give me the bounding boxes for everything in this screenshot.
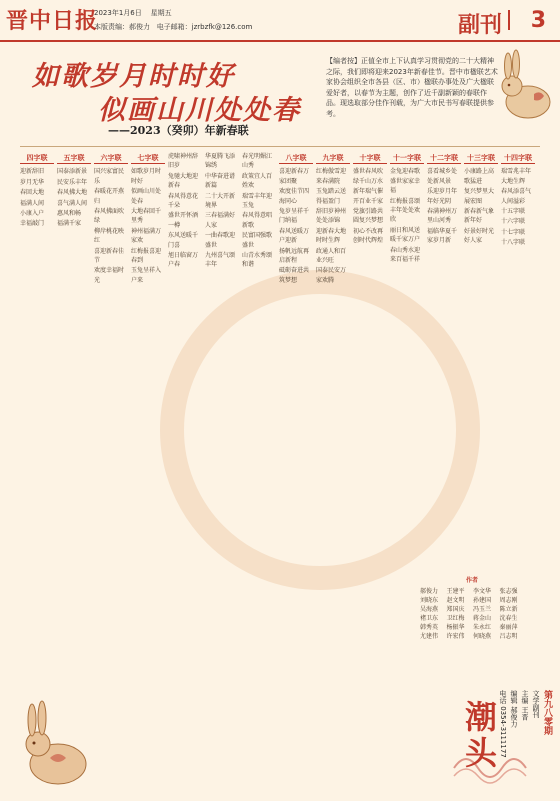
couplet-line: 盛世开怀酒一樽 [168,212,199,229]
author-name: 周志刚 [499,597,518,604]
couplet-line: 华夏腾飞添锦绣 [205,153,236,170]
author-name: 何晓燕 [473,633,492,640]
credit-line: 主编 王晋 [521,690,529,721]
couplet-category-heading: 十一字联 [390,154,424,164]
author-name: 褚卫东 [420,615,439,622]
couplet-line: 瑞雪丰年迎玉兔 [242,192,273,210]
couplet-line: 十六字联 [501,218,526,226]
author-name: 赵文明 [446,597,465,604]
couplet-category-heading: 五字联 [57,154,91,164]
headline-line2: 似画山川处处春 [98,95,301,126]
couplet-line: 大地春回千里秀 [131,208,162,225]
editor-text: 本版责编：郝俊力 [94,23,150,31]
issue-number: 第九八零期 [542,690,552,735]
couplet-line: 瑞雪兆丰年大地生辉 [501,168,532,185]
header-divider [20,146,540,147]
author-name: 王建平 [446,588,465,595]
couplet-line: 十八字联 [501,239,526,247]
couplet-column [390,152,424,784]
couplet-line: 国泰添新景 [57,168,88,176]
email-text: 电子邮箱：jzrbzfk@126.com [156,23,253,31]
section-title: 副刊 [457,12,502,38]
couplet-line: 福满千家 [57,220,82,228]
headline-line1: 如歌岁月时时好 [32,61,235,92]
couplet-column [242,152,276,784]
couplet-column [57,152,91,784]
couplet-category-heading: 八字联 [279,154,313,164]
author-list-heading: 作者 [465,577,478,584]
issue-date [94,8,172,18]
couplet-line: 春风拂大地 [57,189,88,197]
couplet-column [316,152,350,784]
couplet-line: 春风添喜气人间溢彩 [501,188,532,205]
couplet-line: 复兴梦里大展宏图 [464,188,495,205]
couplet-line: 东风送暖千门喜 [168,232,199,249]
date-text: 2023年1月6日 [94,9,142,17]
couplet-line: 辞旧岁神州处处添锦 [316,208,347,225]
editor-note: 【编者按】正值全市上下认真学习贯彻党的二十大精神之际，我们即将迎来2023年新春佳节。晋中市楹联艺术家协会组织全市各县（区、市）楹联办事处及广大楹联爱好者，以春节为主题，创作了近千副新颖的春联作品。现选取部分佳作刊载，为广大市民书写春联提供参考。 [326,57,498,118]
couplet-line: 春风送暖万户迎新 [279,227,310,245]
couplet-line: 兔岁呈祥千门纳福 [279,208,310,225]
rabbit-illustration [494,46,556,130]
couplet-line: 红梅傲雪迎来春满院 [316,168,347,185]
couplet-category-heading: 十四字联 [501,154,535,164]
couplet-line: 二十大开新境界 [205,192,236,210]
author-list [420,576,524,672]
couplet-line: 红梅报喜迎春到 [131,247,162,265]
couplet-line: 喜迎新春万家团聚 [279,168,310,185]
couplet-line: 乐迎岁月年年好光阴 [427,188,458,205]
supplement-credits [499,690,552,790]
couplet-column [168,152,202,784]
couplet-line: 惠风和畅 [57,210,82,218]
section-divider [508,10,510,30]
couplet-line: 民富国强歌盛世 [242,232,273,249]
couplet-column [427,152,461,572]
author-name: 李文华 [473,588,492,595]
headline-subtitle: ——2023（癸卯）年新春联 [108,124,249,137]
author-name: 冯玉兰 [473,606,492,613]
chaotou-title: 潮头 [460,700,498,772]
couplet-category-heading: 四字联 [20,154,54,164]
couplet-line: 兔驰大地迎新春 [168,172,199,190]
couplet-category-heading: 十三字联 [464,154,498,164]
couplet-line: 初心不改再创时代辉煌 [353,227,384,245]
couplet-line: 欢度佳节四海同心 [279,188,310,205]
couplet-line: 幸福敲门 [20,220,45,228]
couplet-line: 新春新气象新年好 [464,208,495,225]
couplet-category-heading: 六字联 [94,154,128,164]
credit-line: 电话 0354-3111177 [499,690,507,758]
couplet-line: 福满人间 [20,199,45,207]
couplet-line: 党旗引路共圆复兴梦想 [353,208,384,225]
couplet-line: 山青水秀颂和谐 [242,252,273,269]
author-name: 孙建国 [473,597,492,604]
couplet-line: 春山秀水迎来百福千祥 [390,246,421,264]
couplet-line: 似画山川处处春 [131,188,162,205]
couplet-line: 好景好时光好人家 [464,227,495,245]
author-name: 蒋金山 [473,615,492,622]
couplet-line: 政策宜人百姓欢 [242,172,273,190]
newspaper-logo: 晋中日报 [6,8,99,34]
couplet-line: 国泰民安万家欢腾 [316,267,347,284]
couplet-column [94,152,128,784]
couplet-line: 迎新春大地时时生辉 [316,227,347,245]
couplet-category-heading: 十二字联 [427,154,461,164]
couplet-line: 喜气满人间 [57,199,88,207]
couplet-column [279,152,313,784]
couplet-line: 小康入户 [20,210,45,218]
couplet-line: 春光明媚江山秀 [242,153,273,170]
masthead [0,0,560,42]
couplet-column [353,152,387,784]
couplet-line: 国兴家富民乐 [94,168,125,185]
couplet-category-heading: 七字联 [131,154,165,164]
couplet-line: 扬帆远航再启新程 [279,247,310,265]
couplet-line: 旭日临窗万户春 [168,252,199,269]
author-name: 郝俊力 [420,588,439,595]
couplet-line: 十五字联 [501,208,526,216]
couplet-line: 玉兔呈祥入户来 [131,267,162,284]
couplet-line: 欢度幸福时光 [94,267,125,284]
couplet-line: 春风得意花千朵 [168,192,199,210]
couplet-line: 如歌岁月时时好 [131,168,162,185]
couplet-line: 十七字联 [501,228,526,236]
couplet-line: 喜看城乡处处新风景 [427,168,458,185]
author-name: 陈立新 [499,606,518,613]
credit-line: 文学副刊 [532,690,540,718]
author-name: 卫红梅 [446,615,465,622]
couplet-category-heading: 十字联 [353,154,387,164]
author-name: 秦丽萍 [499,624,518,631]
author-grid [420,587,524,641]
couplet-line: 小康路上高歌猛进 [464,168,495,185]
couplet-line: 春风得意唱新歌 [242,212,273,229]
couplet-line: 政通人和百业兴旺 [316,247,347,265]
author-name: 韩秀英 [420,624,439,631]
couplet-column [20,152,54,784]
couplet-line: 砥砺奋进共筑梦想 [279,267,310,284]
couplet-line: 春暖花开燕归 [94,188,125,205]
couplet-line: 神州福满万家欢 [131,227,162,245]
couplet-line: 柳岸桃花映红 [94,227,125,245]
rabbit-papercut-illustration [14,700,94,792]
couplet-line: 福临华夏千家岁月新 [427,227,458,245]
author-name: 沈春生 [499,615,518,622]
couplet-column [501,152,535,572]
couplet-line: 一曲春歌迎盛世 [205,232,236,249]
author-name: 朱永红 [473,624,492,631]
couplet-column [205,152,239,784]
couplet-column [131,152,165,784]
weekday-text: 星期五 [150,9,172,17]
editor-info [94,22,252,32]
couplet-line: 喜迎新春佳节 [94,247,125,265]
credit-line: 编辑 郝俊力 [510,690,518,728]
page-number: 3 [530,8,546,33]
couplet-column [464,152,498,572]
couplet-line: 春回大地 [20,189,45,197]
couplet-line: 春满神州万里山河秀 [427,208,458,225]
couplet-line: 丽日和风送暖千家万户 [390,226,421,244]
author-name: 许宏伟 [446,633,465,640]
author-name: 吴海燕 [420,606,439,613]
couplet-line: 新年瑞气催开百业千家 [353,188,384,205]
couplet-line: 三春福满好人家 [205,212,236,229]
author-name: 吕志明 [499,633,518,640]
author-name: 郑国庆 [446,606,465,613]
author-name: 杨振华 [446,624,465,631]
couplet-line: 玉兔踏云送得福盈门 [316,188,347,205]
couplet-line: 九州喜气颂丰年 [205,252,236,269]
couplet-line: 金兔迎春歌盛世家家幸福 [390,168,421,195]
author-name: 刘晓东 [420,597,439,604]
couplet-category-heading: 九字联 [316,154,350,164]
couplet-line: 岁月无华 [20,178,45,186]
couplet-line: 虎啸神州辞旧岁 [168,153,199,170]
couplet-line: 迎新辞旧 [20,168,45,176]
couplet-line: 民安乐丰年 [57,178,88,186]
couplet-line: 盛世春风吹绿千山万水 [353,168,384,185]
couplet-line: 春风拂面吹绿 [94,208,125,225]
couplet-line: 红梅报喜颂丰年处处欢欣 [390,197,421,224]
author-name: 张志强 [499,588,518,595]
couplet-line: 中华奋进谱新篇 [205,172,236,190]
author-name: 尤建伟 [420,633,439,640]
